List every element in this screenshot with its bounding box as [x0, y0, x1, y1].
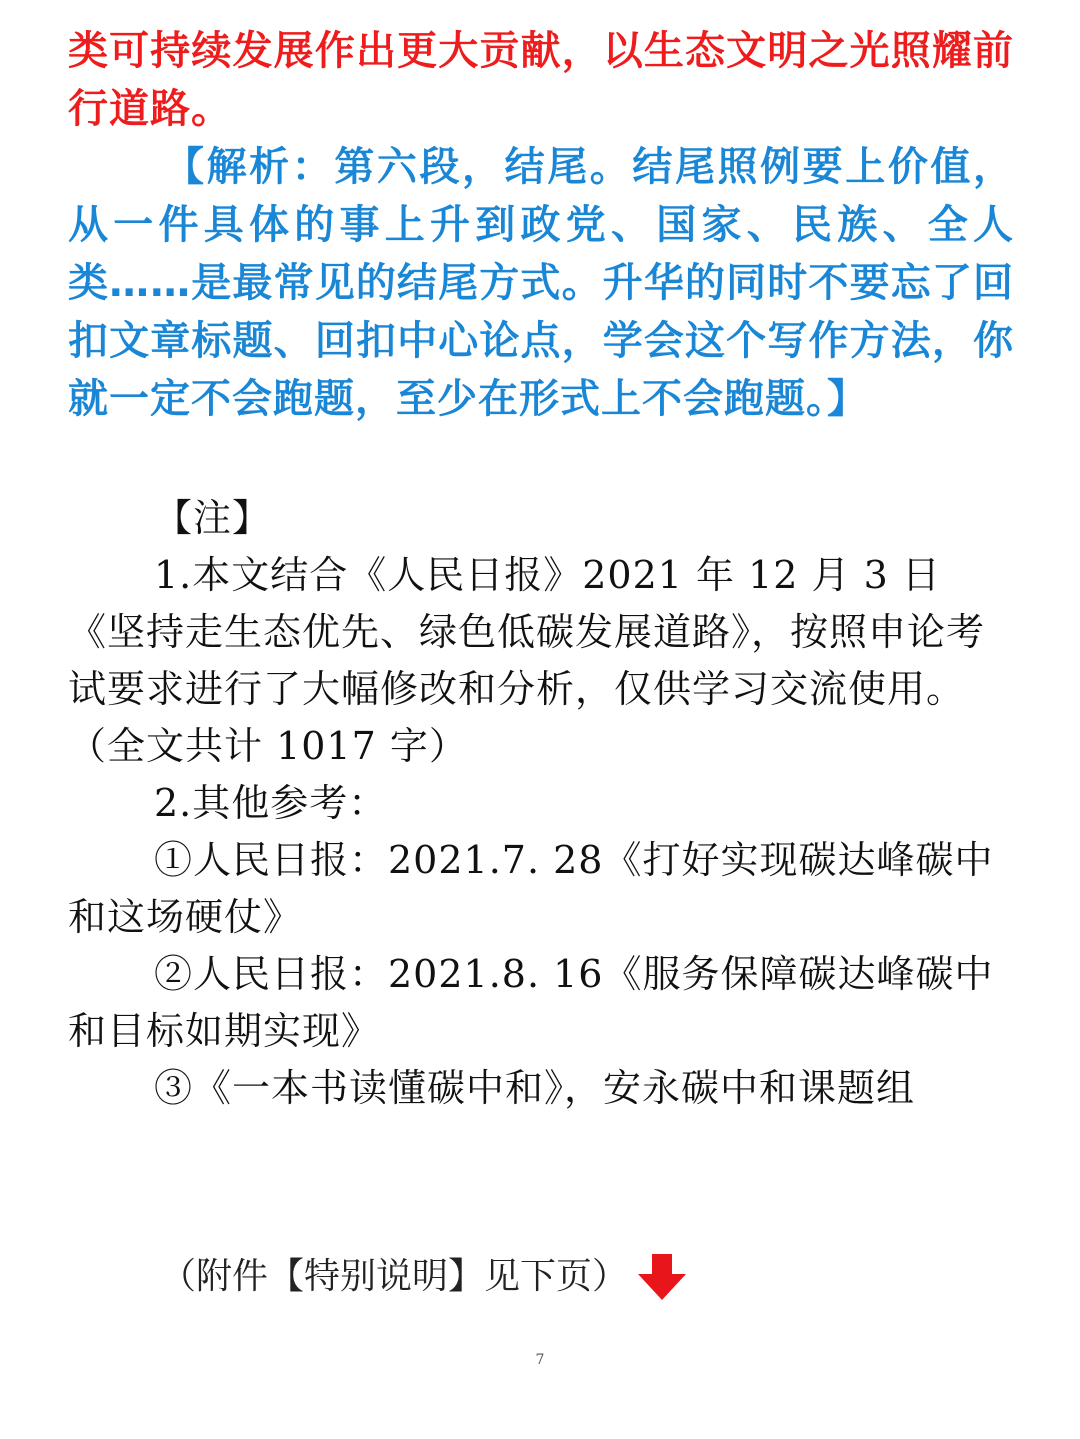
reference-3: ③《一本书读懂碳中和》，安永碳中和课题组 — [154, 1066, 916, 1110]
reference-2: ②人民日报：2021.8. 16《服务保障碳达峰碳中和目标如期实现》 — [68, 952, 994, 1053]
red-down-arrow-icon — [636, 1254, 688, 1300]
attachment-note — [160, 1252, 688, 1302]
page-number: 7 — [535, 1352, 545, 1368]
notes-heading: 【注】 — [154, 496, 272, 540]
analysis-blue-text: 【解析：第六段，结尾。结尾照例要上价值，从一件具体的事上升到政党、国家、民族、全人类……是最常见的结尾方式。升华的同时不要忘了回扣文章标题、回扣中心论点，学会这个写作方法，你就一定不会跑题，至少在形式上不会跑题。】 — [68, 144, 1014, 422]
conclusion-red-text: 类可持续发展作出更大贡献，以生态文明之光照耀前行道路。 — [68, 28, 1014, 132]
attachment-text: （附件【特别说明】见下页） — [160, 1256, 629, 1297]
notes-section — [68, 490, 1014, 1117]
reference-1: ①人民日报：2021.7. 28《打好实现碳达峰碳中和这场硬仗》 — [68, 838, 994, 939]
note-item-2-heading: 2.其他参考： — [154, 781, 388, 825]
note-item-1: 1.本文结合《人民日报》2021 年 12 月 3 日《坚持走生态优先、绿色低碳发展道路》，按照申论考试要求进行了大幅修改和分析，仅供学习交流使用。（全文共计 1017 字） — [68, 553, 986, 768]
